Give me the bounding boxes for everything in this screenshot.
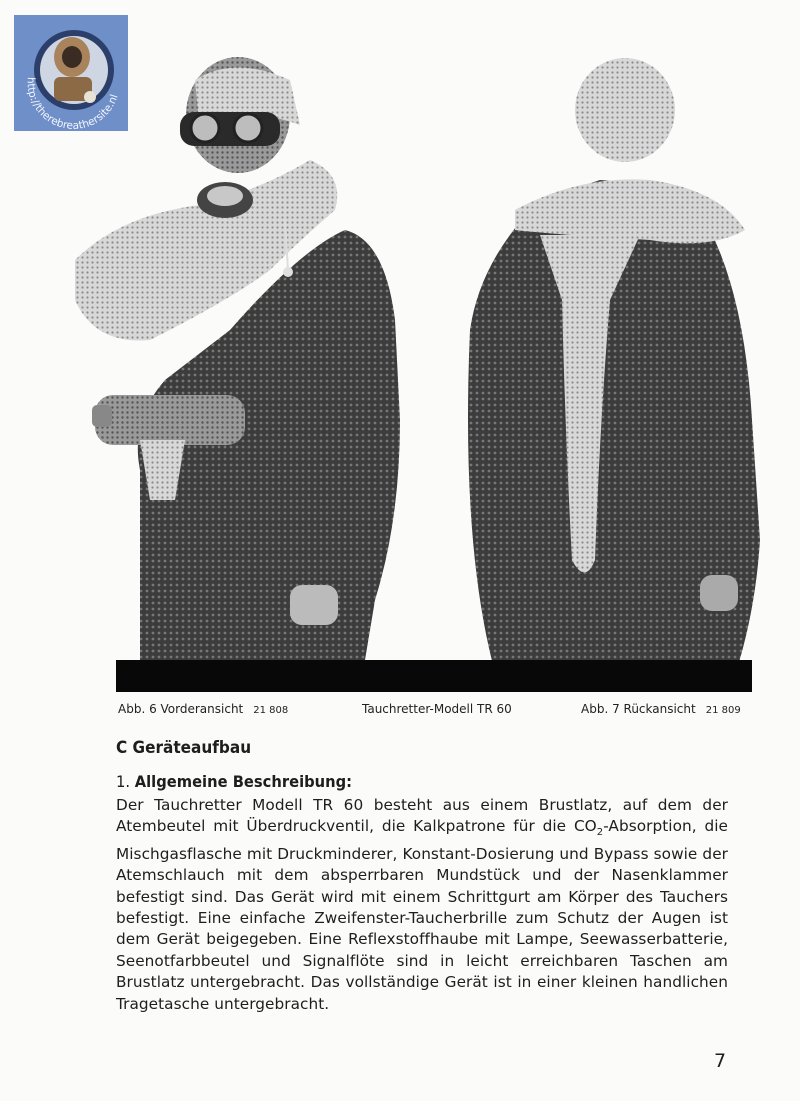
subsection-title: [116, 772, 352, 791]
subsection-number: 1.: [116, 772, 131, 791]
section-title: C Geräteaufbau: [116, 738, 252, 758]
photo-floor-bar: [116, 660, 752, 692]
body-subscript: 2: [596, 827, 604, 839]
caption-front-number: 21 808: [253, 705, 289, 716]
caption-model: [362, 702, 512, 716]
caption-front-label: Abb. 6 Vorderansicht: [118, 702, 244, 716]
caption-model-label: Tauchretter-Modell TR 60: [362, 702, 512, 716]
page-number: 7: [714, 1050, 727, 1072]
caption-rear-view: [581, 702, 741, 716]
body-paragraph: [116, 795, 728, 1015]
subsection-label: Allgemeine Beschreibung:: [134, 772, 353, 791]
body-text-part2: -Absorption, die Mischgasflasche mit Druckminderer, Konstant-Dosierung und Bypass sowie der Atemschlauch mit dem absperrbaren Mundstück und der Nasenklammer befestigt sind. Das Gerät wird mit einem Schrittgurt am Körper des Tauchers befestigt. Eine einfache Zweifenster-Taucherbrille zum Schutz der Augen ist dem Gerät beigegeben. Eine Reflexstoffhaube mit Lampe, Seewasserbatterie, Seenotfarbbeutel und Signalflöte sind in leicht erreichbaren Taschen am Brustlatz untergebracht. Das vollständige Gerät ist in einer kleinen handlichen Tragetasche untergebracht.: [116, 817, 728, 1013]
caption-front-view: [118, 702, 288, 716]
caption-rear-number: 21 809: [705, 705, 741, 716]
caption-rear-label: Abb. 7 Rückansicht: [581, 702, 696, 716]
front-view-diver: [75, 57, 400, 690]
logo-url-text: http://therebreathersite.nl: [24, 76, 121, 131]
body-text-part1: Der Tauchretter Modell TR 60 besteht aus einem Brustlatz, auf dem der Atembeutel mit Überdruckventil, die Kalkpatrone für die CO: [116, 796, 728, 836]
back-view-diver: [468, 58, 760, 690]
